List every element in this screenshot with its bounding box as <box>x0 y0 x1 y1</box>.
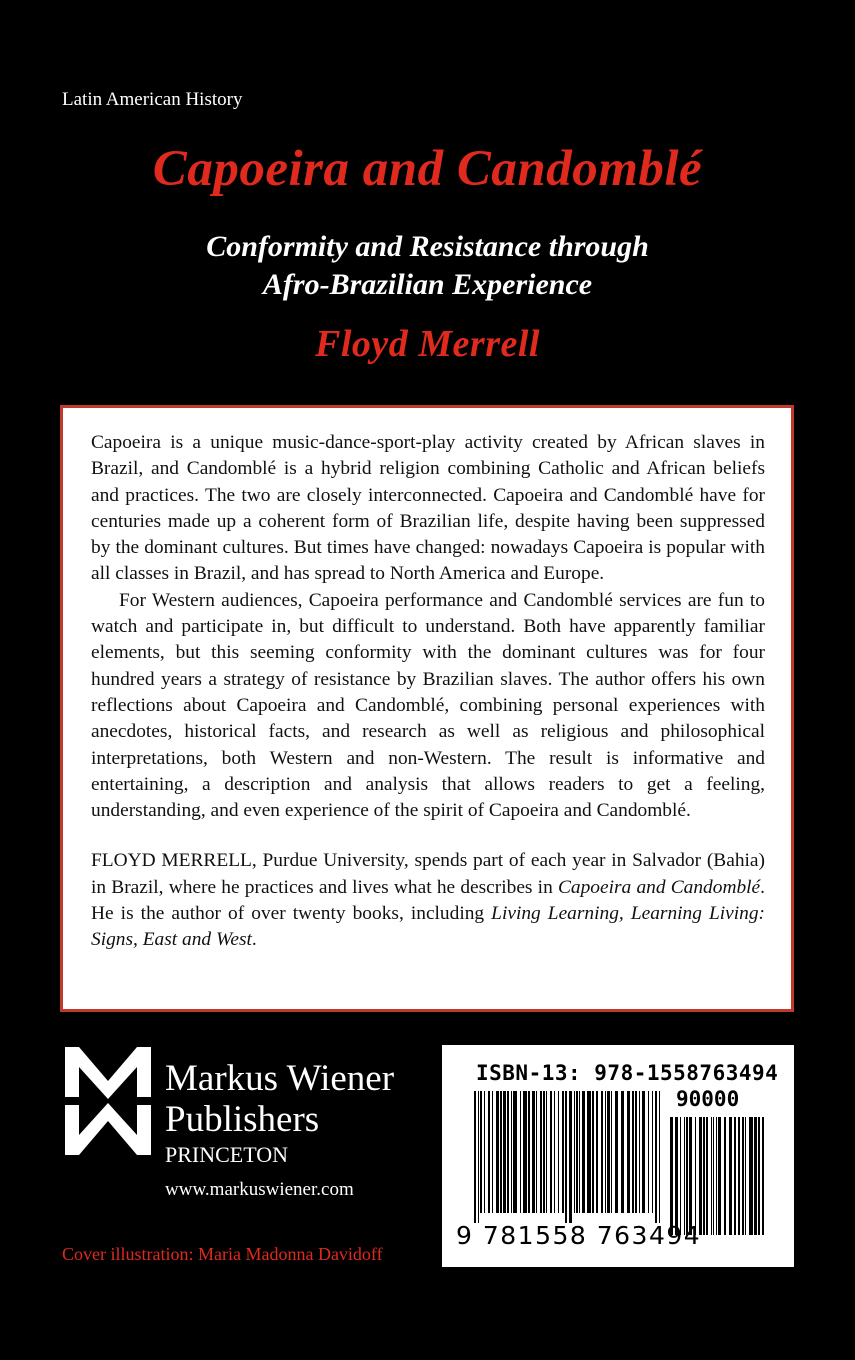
barcode-bar <box>695 1117 696 1235</box>
barcode-bar <box>488 1091 490 1213</box>
blurb-box <box>60 405 794 1012</box>
barcode-bar <box>648 1091 649 1213</box>
isbn-label: ISBN-13: 978-1558763494 <box>476 1061 779 1085</box>
barcode-bar <box>554 1091 555 1213</box>
barcode-bar <box>596 1091 598 1213</box>
barcode-bar <box>484 1091 485 1213</box>
barcode-bar <box>689 1117 692 1235</box>
barcode-bar <box>478 1091 479 1223</box>
barcode-bar <box>745 1117 746 1235</box>
barcode-bar <box>540 1091 542 1213</box>
barcode-bar <box>496 1091 499 1213</box>
barcode-bar <box>587 1091 591 1213</box>
barcode-bar <box>627 1091 630 1213</box>
publisher-name-line-1: Markus Wiener <box>165 1058 395 1099</box>
price-code: 90000 <box>676 1087 740 1111</box>
barcode-bar <box>675 1117 678 1235</box>
barcode-bar <box>734 1117 736 1235</box>
barcode-box <box>442 1045 794 1267</box>
barcode-bar <box>754 1117 757 1235</box>
author-bio <box>91 848 765 953</box>
barcode-bar <box>513 1091 517 1213</box>
barcode-bar <box>536 1091 537 1213</box>
barcode-bar <box>621 1091 624 1213</box>
barcode-bar <box>703 1117 705 1235</box>
ean-barcode <box>474 1091 660 1223</box>
barcode-bar <box>670 1117 673 1235</box>
barcode-bar <box>655 1091 657 1223</box>
barcode-bar <box>738 1117 740 1235</box>
barcode-bar <box>729 1117 732 1235</box>
barcode-bar <box>699 1117 702 1235</box>
barcode-bar <box>511 1091 512 1213</box>
ean-digits: 9 781558 763494 <box>456 1221 702 1250</box>
barcode-bar <box>652 1091 653 1213</box>
bio-text-2: . He is the author of over twenty books, including <box>91 876 766 925</box>
barcode-bar <box>532 1091 535 1213</box>
mw-logo-icon <box>63 1045 153 1157</box>
barcode-bar <box>601 1091 603 1213</box>
barcode-bar <box>592 1091 594 1213</box>
bio-text-1: FLOYD MERRELL, Purdue University, spends part of each year in Salvador (Bahia) in Brazil, where he practices and lives what he describes in <box>91 850 765 898</box>
barcode-bar <box>718 1117 721 1235</box>
publisher-city: PRINCETON <box>165 1142 289 1167</box>
barcode-bar <box>706 1117 708 1235</box>
book-title: Capoeira and Candomblé <box>152 141 703 197</box>
barcode-bar <box>742 1117 744 1235</box>
bio-title-1: Capoeira and Candomblé <box>557 876 761 898</box>
addon-barcode <box>670 1117 764 1235</box>
subtitle-line-2: Afro-Brazilian Experience <box>262 268 593 301</box>
barcode-bar <box>680 1117 681 1235</box>
barcode-bar <box>492 1091 493 1213</box>
publisher-name-line-2: Publishers <box>165 1099 320 1140</box>
barcode-bar <box>500 1091 502 1213</box>
barcode-bar <box>565 1091 567 1223</box>
barcode-bar <box>503 1091 506 1213</box>
barcode-bar <box>520 1091 521 1213</box>
barcode-bar <box>713 1117 714 1235</box>
barcode-bar <box>749 1117 753 1235</box>
barcode-bar <box>611 1091 612 1213</box>
barcode-bar <box>605 1091 606 1213</box>
barcode-bar <box>480 1091 482 1213</box>
barcode-bar <box>607 1091 610 1213</box>
barcode-bar <box>576 1091 578 1213</box>
barcode-bar <box>558 1091 559 1213</box>
barcode-bar <box>579 1091 580 1213</box>
publisher-url: www.markuswiener.com <box>165 1179 354 1200</box>
barcode-bar <box>639 1091 640 1213</box>
barcode-bar <box>507 1091 509 1213</box>
barcode-bar <box>659 1091 660 1223</box>
author-name: Floyd Merrell <box>315 323 540 365</box>
series-label: Latin American History <box>62 89 243 110</box>
book-subtitle <box>0 228 855 304</box>
barcode-bar <box>724 1117 726 1235</box>
barcode-bar <box>684 1117 685 1235</box>
barcode-bar <box>635 1091 637 1213</box>
barcode-bar <box>615 1091 618 1213</box>
barcode-bar <box>711 1117 712 1235</box>
bio-text-3: . <box>251 929 257 951</box>
barcode-bar <box>562 1091 564 1213</box>
bio-title-2: Living Learning, Learning Living: Signs, East and West <box>91 903 765 951</box>
barcode-bar <box>686 1117 688 1235</box>
barcode-bar <box>642 1091 645 1213</box>
barcode-bar <box>543 1091 545 1213</box>
barcode-bar <box>716 1117 717 1235</box>
barcode-bar <box>528 1091 530 1213</box>
barcode-bar <box>582 1091 585 1213</box>
barcode-bar <box>546 1091 547 1213</box>
barcode-bar <box>569 1091 572 1223</box>
barcode-bar <box>762 1117 764 1235</box>
barcode-bar <box>574 1091 575 1213</box>
barcode-bar <box>758 1117 760 1235</box>
blurb-paragraph-1: Capoeira is a unique music-dance-sport-play activity created by African slaves in Brazil, and Candomblé is a hybrid religion combining Catholic and African beliefs and practices. The two are closely interconnected. Capoeira and Candomblé have for centuries made up a coherent form of Brazilian life, despite having been suppressed by the dominant cultures. But times have changed: nowadays Capoeira is popular with all classes in Brazil, and has spread to North America and Europe. <box>91 432 765 585</box>
subtitle-line-1: Conformity and Resistance through <box>206 230 649 263</box>
barcode-bar <box>632 1091 634 1213</box>
cover-credit: Cover illustration: Maria Madonna Davidoff <box>62 1244 383 1264</box>
barcode-bar <box>474 1091 476 1223</box>
blurb-paragraph-2: For Western audiences, Capoeira performance and Candomblé services are fun to watch and participate in, but difficult to understand. Both have apparently familiar elements, but this seeming conformity with the dominant cultures was for four hundred years a strategy of resistance by Brazilian slaves. The author offers his own reflections about Capoeira and Candomblé, combining personal experiences with anecdotes, historical facts, and research as well as religious and philosophical interpretations, both Western and non-Western. The result is informative and entertaining, a description and analysis that allows readers to get a feeling, understanding, and even experience of the spirit of Capoeira and Candomblé. <box>91 589 765 822</box>
publisher-name <box>165 1058 394 1140</box>
barcode-bar <box>523 1091 527 1213</box>
barcode-bar <box>550 1091 552 1213</box>
